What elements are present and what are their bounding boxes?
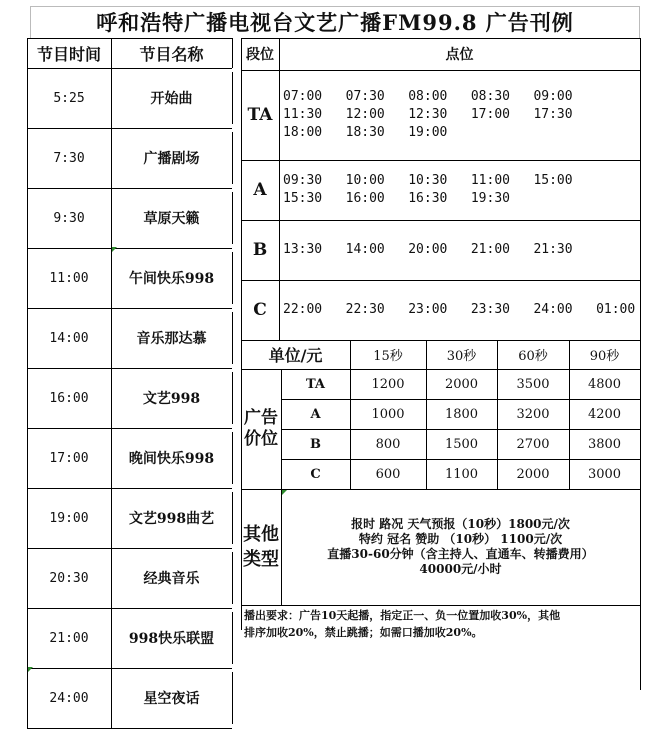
program-name: 晚间快乐998 (128, 451, 215, 467)
duration-header: 90秒 (589, 349, 620, 364)
header-time: 节目时间 (36, 44, 101, 64)
price-value: 4800 (587, 376, 622, 392)
duration-header: 60秒 (518, 349, 548, 364)
table-rule (111, 728, 232, 729)
price-value: 1800 (444, 406, 479, 422)
slot-times (280, 160, 639, 220)
price-value: 1000 (371, 406, 405, 422)
price-value: 2000 (444, 376, 479, 392)
other-line: 特约 冠名 赞助 （10秒） 1100元/次 (358, 532, 563, 546)
table-rule (232, 672, 233, 724)
duration-header: 15秒 (373, 349, 403, 364)
note-line: 播出要求：广告10天起播，指定正一、负一位置加收30%，其他 (244, 609, 561, 622)
table-rule (232, 612, 233, 664)
other-line: 40000元/小时 (419, 562, 502, 576)
program-name: 开始曲 (150, 91, 193, 107)
duration-header: 30秒 (446, 349, 477, 364)
table-rule (27, 728, 111, 729)
price-segment: C (310, 466, 321, 482)
cell-marker (112, 247, 117, 252)
price-segment: TA (305, 376, 326, 392)
program-name: 998快乐联盟 (128, 631, 215, 647)
segment-label: C (253, 300, 267, 320)
price-segment: A (310, 406, 321, 422)
program-time: 7:30 (53, 150, 85, 166)
table-rule (232, 252, 233, 304)
header-segment: 段位 (246, 47, 274, 63)
program-time: 16:00 (49, 390, 89, 406)
table-rule (232, 132, 233, 184)
program-name: 文艺998曲艺 (128, 511, 215, 527)
slot-times (280, 220, 639, 280)
price-value: 1500 (444, 436, 479, 452)
segment-label: B (252, 240, 268, 260)
program-name: 经典音乐 (143, 571, 200, 587)
price-value: 4200 (587, 406, 622, 422)
program-time: 11:00 (49, 270, 89, 286)
slot-time-line: 07:00 07:30 08:00 08:30 09:00 (283, 89, 573, 104)
other-types-side-label: 其他类型 (243, 524, 279, 570)
price-value: 800 (375, 436, 401, 452)
program-time: 19:00 (49, 510, 89, 526)
note-line: 排序加收20%，禁止跳播；如需口播加收20%。 (244, 626, 483, 639)
slot-time-line: 22:00 22:30 23:00 23:30 24:00 01:00 (283, 302, 636, 317)
program-name: 星空夜话 (143, 691, 200, 707)
segment-label: A (253, 180, 267, 200)
unit-label: 单位/元 (268, 346, 323, 365)
price-value: 2700 (516, 436, 550, 452)
header-points: 点位 (445, 47, 474, 63)
cell-marker (28, 667, 33, 672)
price-value: 3500 (516, 376, 550, 392)
table-rule (232, 312, 233, 364)
program-time: 17:00 (49, 450, 89, 466)
table-rule (232, 372, 233, 424)
program-name: 文艺998 (142, 391, 201, 407)
table-rule (232, 192, 233, 244)
page-title: 呼和浩特广播电视台文艺广播FM99.8 广告刊例 (30, 6, 640, 38)
other-types-content (281, 489, 640, 605)
segment-label: TA (247, 105, 273, 125)
program-name: 音乐那达慕 (136, 331, 207, 347)
slot-time-line: 11:30 12:00 12:30 17:00 17:30 (283, 107, 573, 122)
cell-marker (282, 490, 287, 495)
program-name: 草原天籁 (143, 211, 200, 227)
other-line: 直播30-60分钟（含主持人、直通车、转播费用） (327, 547, 594, 561)
price-value: 3200 (516, 406, 550, 422)
table-rule (232, 72, 233, 124)
table-rule (232, 552, 233, 604)
program-time: 24:00 (49, 690, 89, 706)
table-rule (232, 38, 233, 68)
table-rule (232, 492, 233, 544)
table-rule (640, 38, 641, 690)
slot-time-line: 15:30 16:00 16:30 19:30 (283, 191, 510, 206)
price-value: 1200 (371, 376, 405, 392)
program-name: 广播剧场 (143, 151, 200, 167)
price-value: 3800 (587, 436, 622, 452)
slot-times (280, 280, 639, 340)
slot-time-line: 13:30 14:00 20:00 21:00 21:30 (283, 242, 573, 257)
broadcast-note (244, 607, 638, 647)
price-value: 1100 (444, 466, 479, 482)
program-time: 21:00 (49, 630, 89, 646)
program-time: 20:30 (49, 570, 89, 586)
program-time: 14:00 (49, 330, 89, 346)
slot-time-line: 09:30 10:00 10:30 11:00 15:00 (283, 173, 573, 188)
price-segment: B (310, 436, 321, 452)
table-rule (232, 432, 233, 484)
price-value: 600 (375, 466, 401, 482)
other-line: 报时 路况 天气预报（10秒）1800元/次 (351, 517, 570, 531)
program-time: 9:30 (53, 210, 85, 226)
slot-time-line: 18:00 18:30 19:00 (283, 125, 448, 140)
price-value: 3000 (587, 466, 622, 482)
price-value: 2000 (516, 466, 550, 482)
program-time: 5:25 (53, 90, 85, 106)
ad-price-side-label: 广告价位 (244, 408, 278, 449)
program-name: 午间快乐998 (128, 271, 215, 287)
table-rule (241, 605, 640, 606)
slot-times (280, 70, 639, 160)
header-name: 节目名称 (139, 44, 204, 64)
